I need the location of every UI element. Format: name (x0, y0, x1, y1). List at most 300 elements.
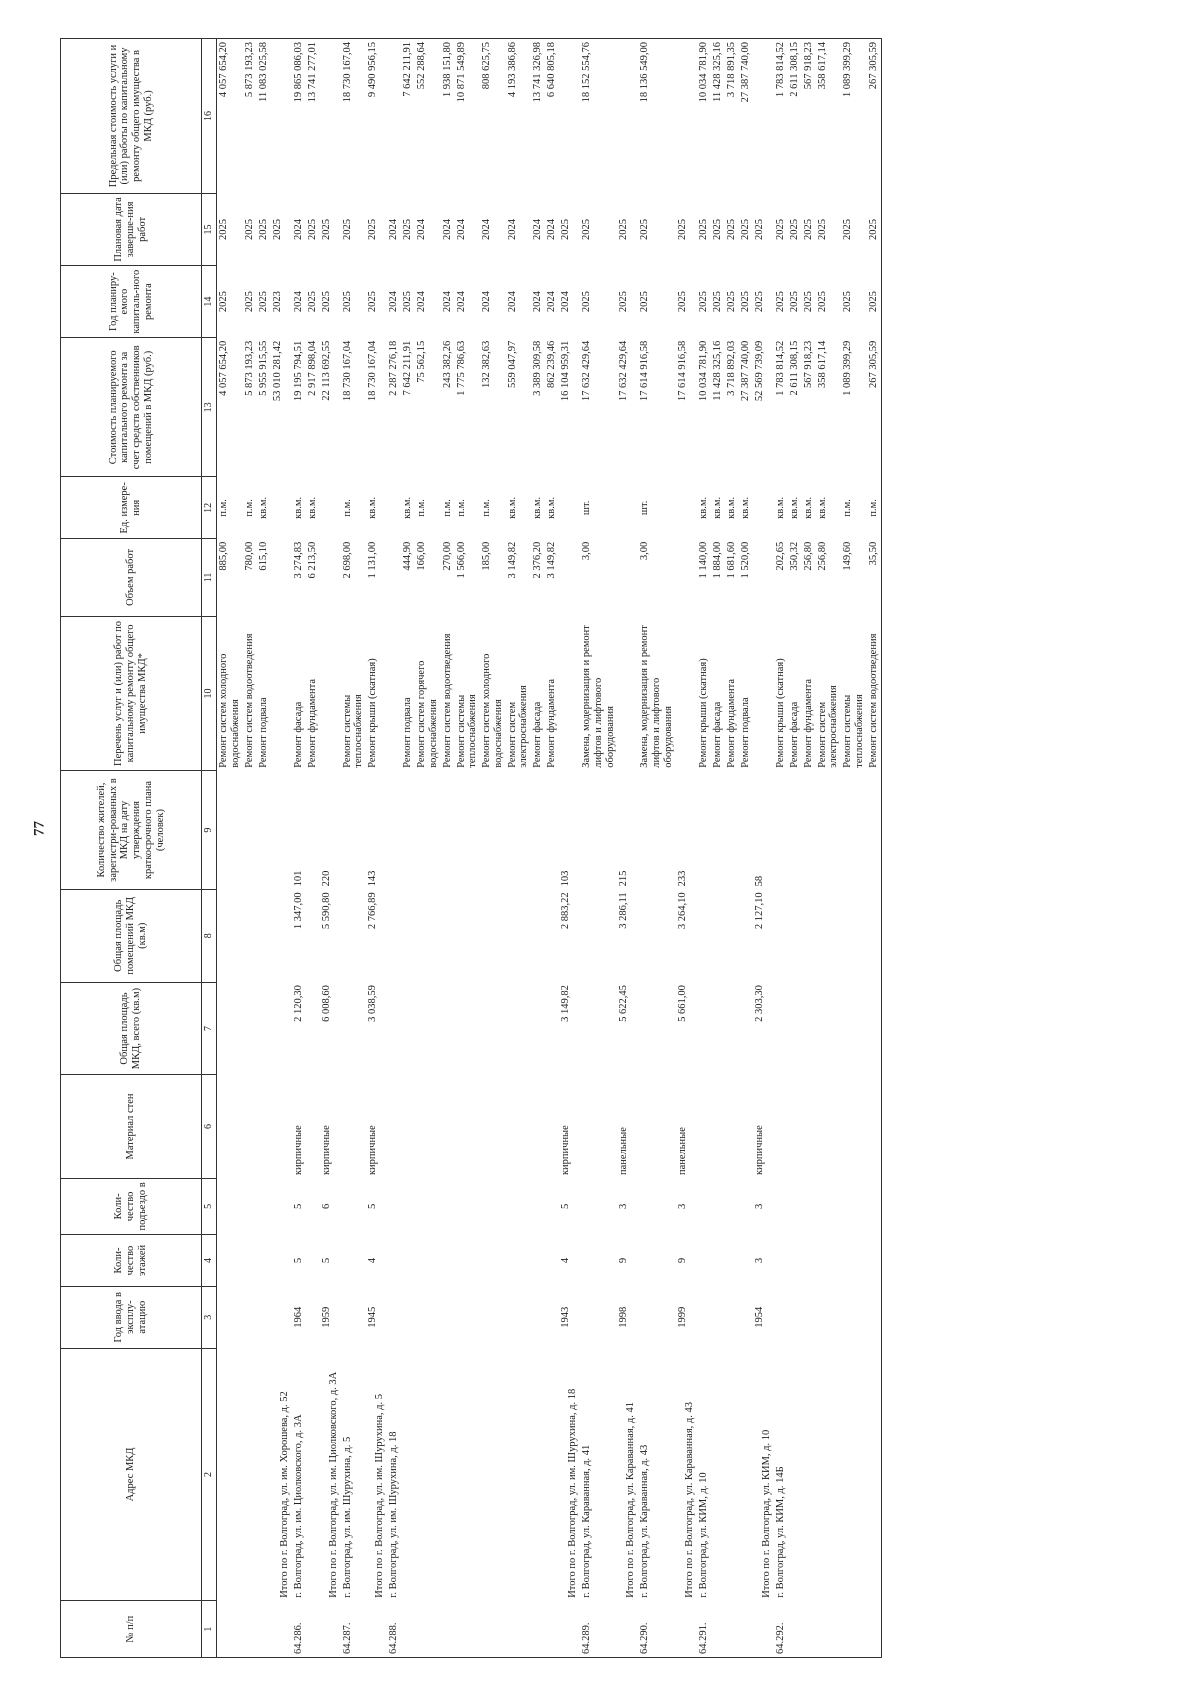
table-cell: 885,00 (218, 541, 229, 571)
table-cell (217, 1075, 243, 1178)
table-cell: кирпичные (320, 1125, 332, 1176)
table-cell (676, 39, 697, 194)
table-cell (455, 982, 481, 1075)
column-number: 12 (202, 477, 217, 539)
table-cell (401, 1075, 415, 1178)
table-cell (320, 39, 341, 194)
table-cell: 2025 (581, 291, 592, 313)
table-cell (217, 982, 243, 1075)
table-cell: 2025 (639, 218, 651, 240)
table-cell (774, 1075, 788, 1178)
table-cell: панельные (618, 1127, 630, 1176)
table-cell (415, 1286, 441, 1348)
table-cell (506, 982, 532, 1075)
table-cell (455, 1075, 481, 1178)
table-cell: Ремонт фасада (292, 701, 304, 768)
table-cell (841, 1348, 867, 1601)
table-cell: 808 625,75 (480, 39, 506, 194)
table-cell: 3 (618, 1203, 630, 1210)
table-cell: 2025 (676, 218, 688, 240)
table-cell: 220 (320, 870, 332, 887)
table-cell: 2025 (367, 218, 378, 240)
table-cell (802, 1286, 816, 1348)
table-cell: 9 (676, 1257, 688, 1264)
table-cell (867, 1075, 882, 1178)
table-cell (638, 771, 675, 890)
table-cell (441, 1348, 455, 1601)
table-cell (638, 1235, 675, 1287)
table-cell: кв.м. (367, 496, 378, 519)
table-cell (217, 1348, 243, 1601)
table-cell: 2025 (697, 218, 709, 240)
table-cell (415, 1601, 441, 1658)
table-cell: Ремонт фундамента (802, 678, 814, 768)
table-cell (387, 616, 401, 771)
table-cell: Ремонт подвала (257, 697, 269, 768)
table-cell: 2025 (320, 218, 332, 240)
table-cell: 1 938 151,80 (441, 39, 455, 194)
table-cell: 5 622,45 (618, 985, 630, 1022)
table-cell: кв.м. (292, 496, 304, 519)
table-cell (816, 1178, 842, 1235)
table-cell (387, 477, 401, 539)
table-cell: 19 865 086,03 (292, 39, 306, 194)
table-cell (306, 1235, 320, 1287)
table-cell (638, 1178, 675, 1235)
table-cell (788, 1075, 802, 1178)
table-cell (559, 616, 580, 771)
table-cell: 3 (676, 1203, 688, 1210)
table-cell: 166,00 (416, 541, 427, 571)
table-cell (545, 1235, 559, 1287)
table-row (455, 39, 481, 1658)
table-cell: 2 611 308,15 (788, 39, 802, 194)
table-cell (816, 889, 842, 982)
column-number: 9 (202, 771, 217, 890)
table-cell: 19 195 794,51 (292, 340, 304, 402)
table-cell (559, 477, 580, 539)
table-cell: 2025 (243, 218, 255, 240)
table-cell (341, 771, 367, 890)
column-number: 14 (202, 266, 217, 338)
table-cell: 2024 (388, 218, 399, 240)
table-cell (455, 1235, 481, 1287)
table-cell (387, 889, 401, 982)
table-cell: 2025 (243, 291, 255, 313)
table-cell (545, 889, 559, 982)
table-row (441, 39, 455, 1658)
column-header: Коли-чество этажей (61, 1235, 202, 1287)
table-cell (441, 1286, 455, 1348)
column-header: Плановая дата заверше-ния работ (61, 193, 202, 265)
table-cell (415, 771, 441, 890)
table-cell: кв.м. (257, 496, 269, 519)
table-cell: 1 783 814,52 (774, 340, 786, 396)
table-cell: 2025 (739, 291, 751, 313)
table-cell: Итого по г. Волгоград, ул. им. Хорошева, д. 52 (278, 1391, 290, 1598)
table-cell: 1 140,00 (697, 541, 709, 579)
table-cell: Ремонт систем холодного водоснабжения (481, 653, 504, 768)
table-cell: 132 382,63 (481, 340, 492, 388)
table-cell (401, 982, 415, 1075)
total-row (320, 39, 341, 1658)
table-cell: Итого по г. Волгоград, ул. им. Шурухина, д. 5 (374, 1394, 385, 1598)
table-cell (739, 1178, 753, 1235)
page-number: 77 (31, 821, 48, 836)
table-cell: Ремонт систем горячего водоснабжения (416, 660, 439, 768)
table-cell (788, 982, 802, 1075)
table-cell (506, 889, 532, 982)
table-cell: 10 034 781,90 (697, 39, 711, 194)
table-cell (531, 1601, 545, 1658)
column-header: Ед. измере-ния (61, 477, 202, 539)
table-cell: 9 490 956,15 (366, 39, 387, 194)
table-cell: Ремонт систем электроснабжения (506, 685, 530, 768)
table-row (867, 39, 882, 1658)
total-row (676, 39, 697, 1658)
table-cell (441, 1178, 455, 1235)
table-cell (271, 1178, 292, 1235)
table-cell (841, 1075, 867, 1178)
table-cell (401, 1601, 415, 1658)
table-cell (802, 771, 816, 890)
table-cell (841, 1601, 867, 1658)
table-cell: панельные (676, 1127, 688, 1176)
table-cell (867, 1178, 882, 1235)
table-cell (774, 1178, 788, 1235)
table-cell: 64.286. (292, 1601, 306, 1658)
table-cell (711, 1601, 725, 1658)
table-cell (816, 1348, 842, 1601)
column-number: 6 (202, 1075, 217, 1178)
table-cell: 1 783 814,52 (774, 39, 788, 194)
table-row (257, 39, 271, 1658)
table-cell (545, 1601, 559, 1658)
table-cell (816, 1286, 842, 1348)
table-cell: 2025 (257, 218, 269, 240)
table-cell: 64.289. (580, 1601, 617, 1658)
table-cell: Ремонт фундамента (546, 678, 557, 768)
column-number-row (202, 39, 217, 1658)
table-cell: 22 113 692,55 (320, 340, 332, 401)
table-cell (531, 982, 545, 1075)
table-cell (739, 1286, 753, 1348)
table-cell (387, 1235, 401, 1287)
table-cell: 143 (367, 870, 378, 887)
table-cell (441, 982, 455, 1075)
table-cell (257, 1235, 271, 1287)
table-cell: 1 775 786,63 (455, 340, 467, 396)
table-cell (271, 39, 292, 194)
table-cell (480, 889, 506, 982)
table-cell: 18 730 167,04 (341, 39, 367, 194)
capital-repair-table (60, 38, 882, 1658)
table-cell (867, 1601, 882, 1658)
table-cell (580, 1235, 617, 1287)
table-body (217, 39, 882, 1658)
table-cell (841, 1235, 867, 1287)
table-cell (306, 1348, 320, 1601)
table-cell (711, 1075, 725, 1178)
table-cell (545, 771, 559, 890)
table-cell: 444,90 (402, 541, 413, 571)
table-cell (617, 477, 638, 539)
table-cell (480, 1075, 506, 1178)
table-cell (725, 1286, 739, 1348)
table-cell: п.м. (341, 499, 353, 517)
table-cell (802, 1348, 816, 1601)
table-cell (676, 539, 697, 616)
table-cell (802, 982, 816, 1075)
table-cell (306, 982, 320, 1075)
table-cell: Ремонт подвала (739, 697, 751, 768)
table-cell: 4 057 654,20 (218, 340, 229, 396)
table-cell: 18 136 549,00 (638, 39, 675, 194)
table-cell: 149,60 (842, 541, 853, 571)
table-cell: 18 730 167,04 (367, 340, 378, 402)
table-cell (441, 889, 455, 982)
table-cell (580, 982, 617, 1075)
column-number: 1 (202, 1601, 217, 1658)
table-cell (306, 1178, 320, 1235)
table-cell (774, 771, 788, 890)
table-cell: 2025 (341, 218, 353, 240)
table-cell (802, 1075, 816, 1178)
table-cell: 3,00 (639, 541, 651, 561)
table-cell: 2 120,30 (292, 985, 304, 1022)
table-cell (697, 982, 711, 1075)
table-row (725, 39, 739, 1658)
table-cell: 13 741 277,01 (306, 39, 320, 194)
table-cell: 2025 (816, 218, 828, 240)
table-cell (788, 1235, 802, 1287)
table-cell: Ремонт фундамента (306, 678, 318, 768)
table-cell (531, 1235, 545, 1287)
table-cell (867, 1235, 882, 1287)
table-cell (441, 1075, 455, 1178)
table-cell: кв.м. (739, 496, 751, 519)
table-cell (697, 1235, 711, 1287)
table-cell: 2 611 308,15 (788, 340, 800, 396)
table-cell: 2024 (560, 291, 571, 313)
table-cell: 1 089 399,29 (841, 39, 867, 194)
table-cell (753, 539, 774, 616)
table-row (341, 39, 367, 1658)
total-row (753, 39, 774, 1658)
table-cell: 17 614 916,58 (676, 340, 688, 402)
table-cell (415, 1075, 441, 1178)
table-cell: п.м. (481, 499, 492, 517)
table-cell (366, 1601, 387, 1658)
table-cell: Итого по г. Волгоград, ул. им. Шурухина, д. 18 (567, 1388, 578, 1598)
table-cell: 2024 (441, 218, 453, 240)
table-cell: кирпичные (560, 1125, 571, 1176)
table-cell (788, 1601, 802, 1658)
table-cell (387, 1075, 401, 1178)
table-cell (753, 616, 774, 771)
table-cell: 11 428 325,16 (711, 340, 723, 401)
table-cell: п.м. (842, 499, 853, 517)
table-cell: 2023 (271, 291, 283, 313)
table-cell (697, 771, 711, 890)
table-cell: г. Волгоград, ул. КИМ, д. 10 (697, 1472, 709, 1598)
table-cell (441, 1235, 455, 1287)
table-cell (802, 1235, 816, 1287)
table-cell (531, 1178, 545, 1235)
table-cell (725, 1075, 739, 1178)
table-cell: Ремонт фасада (788, 701, 800, 768)
table-cell (415, 982, 441, 1075)
table-cell (638, 982, 675, 1075)
column-header: № п/п (61, 1601, 202, 1658)
table-cell (802, 1601, 816, 1658)
table-cell: Ремонт систем водоотведения (441, 633, 453, 768)
table-cell (841, 1286, 867, 1348)
table-cell (341, 1178, 367, 1235)
table-cell (387, 982, 401, 1075)
table-cell (788, 1178, 802, 1235)
table-cell: 350,32 (788, 541, 800, 571)
table-row (580, 39, 617, 1658)
table-cell: 5 873 193,23 (243, 340, 255, 396)
table-cell (725, 982, 739, 1075)
table-row (802, 39, 816, 1658)
table-cell: 18 152 554,76 (580, 39, 617, 194)
table-cell (387, 1286, 401, 1348)
table-cell (387, 1178, 401, 1235)
table-cell (739, 1235, 753, 1287)
table-cell (243, 1286, 257, 1348)
table-cell (531, 1286, 545, 1348)
table-cell (697, 889, 711, 982)
table-cell: 17 632 429,64 (581, 340, 592, 402)
table-cell: 2025 (725, 218, 737, 240)
table-cell: 1 566,00 (455, 541, 467, 579)
table-cell (217, 1235, 243, 1287)
table-cell: 3 274,83 (292, 541, 304, 579)
table-cell (243, 1348, 257, 1601)
table-cell: 64.291. (697, 1601, 711, 1658)
table-cell: 53 010 281,42 (271, 340, 283, 402)
table-cell (774, 889, 788, 982)
table-cell: 3,00 (581, 541, 592, 561)
table-cell: 2025 (341, 291, 353, 313)
table-cell: 202,65 (774, 541, 786, 571)
table-cell: 780,00 (243, 541, 255, 571)
table-cell: 2025 (618, 218, 630, 240)
table-cell (506, 1235, 532, 1287)
column-number: 2 (202, 1348, 217, 1601)
table-cell (774, 1235, 788, 1287)
table-cell (725, 1601, 739, 1658)
total-row (617, 39, 638, 1658)
table-cell (341, 1075, 367, 1178)
table-row (401, 39, 415, 1658)
table-cell (243, 1601, 257, 1658)
table-cell (271, 889, 292, 982)
table-cell (545, 982, 559, 1075)
table-cell (387, 771, 401, 890)
table-cell: Итого по г. Волгоград, ул. Караванная, д. 43 (683, 1402, 695, 1598)
table-cell: Ремонт системы теплоснабжения (341, 694, 365, 768)
table-cell: Итого по г. Волгоград, ул. им. Циолковского, д. 3А (327, 1371, 339, 1598)
table-cell (816, 1075, 842, 1178)
table-cell: 256,80 (802, 541, 814, 571)
table-cell: Ремонт фасада (532, 701, 543, 768)
table-cell: 559 047,97 (506, 340, 518, 388)
table-cell: 35,50 (867, 539, 882, 616)
table-cell: 2024 (455, 291, 467, 313)
table-cell: 2 698,00 (341, 541, 353, 579)
table-cell (401, 1348, 415, 1601)
table-cell: 4 (367, 1257, 378, 1264)
table-cell (441, 1601, 455, 1658)
table-cell: 2025 (320, 291, 332, 313)
table-cell (271, 1235, 292, 1287)
table-cell: 2025 (218, 218, 229, 240)
table-cell (788, 1286, 802, 1348)
table-cell: 7 642 211,91 (402, 340, 413, 396)
table-cell: 358 617,14 (816, 340, 828, 388)
table-cell (257, 1348, 271, 1601)
table-cell (739, 982, 753, 1075)
table-cell (306, 1601, 320, 1658)
table-cell: 215 (618, 870, 630, 887)
table-cell: 2025 (306, 291, 318, 313)
table-cell (788, 1348, 802, 1601)
table-cell: 6 640 805,18 (545, 39, 559, 194)
rotated-page (60, 38, 1140, 1658)
table-cell: 16 104 959,31 (560, 340, 571, 402)
table-cell (320, 616, 341, 771)
table-row (841, 39, 867, 1658)
table-cell: 615,10 (257, 541, 269, 571)
table-cell (320, 539, 341, 616)
table-cell: 6 213,50 (306, 541, 318, 579)
table-cell: 5 (292, 1203, 304, 1210)
table-cell (739, 771, 753, 890)
table-cell: кирпичные (753, 1125, 765, 1176)
table-cell (401, 771, 415, 890)
table-cell: 5 590,80 (320, 892, 332, 930)
table-cell: 567 918,23 (802, 39, 816, 194)
table-cell (559, 1601, 580, 1658)
table-cell (617, 616, 638, 771)
table-cell: 3 718 891,35 (725, 39, 739, 194)
table-cell: 2025 (676, 291, 688, 313)
table-cell: 5 (367, 1203, 378, 1210)
table-row (545, 39, 559, 1658)
table-cell (580, 1286, 617, 1348)
total-row (559, 39, 580, 1658)
table-cell: 1954 (753, 1306, 765, 1328)
table-cell: 5 (320, 1257, 332, 1264)
table-cell: 2025 (306, 218, 318, 240)
table-row (292, 39, 306, 1658)
table-cell: кв.м. (532, 496, 543, 519)
table-cell (506, 1601, 532, 1658)
column-header: Материал стен (61, 1075, 202, 1178)
table-cell: кв.м. (306, 496, 318, 519)
table-cell (480, 1601, 506, 1658)
table-cell (617, 1601, 638, 1658)
table-cell: 2025 (402, 291, 413, 313)
column-header: Предельная стоимость услуги и (или) работы по капитальному ремонту общего имущества в МКД (руб.) (61, 39, 202, 194)
table-cell (217, 1286, 243, 1348)
table-cell: 2024 (506, 291, 518, 313)
table-cell (638, 1286, 675, 1348)
table-cell: 2024 (546, 218, 557, 240)
